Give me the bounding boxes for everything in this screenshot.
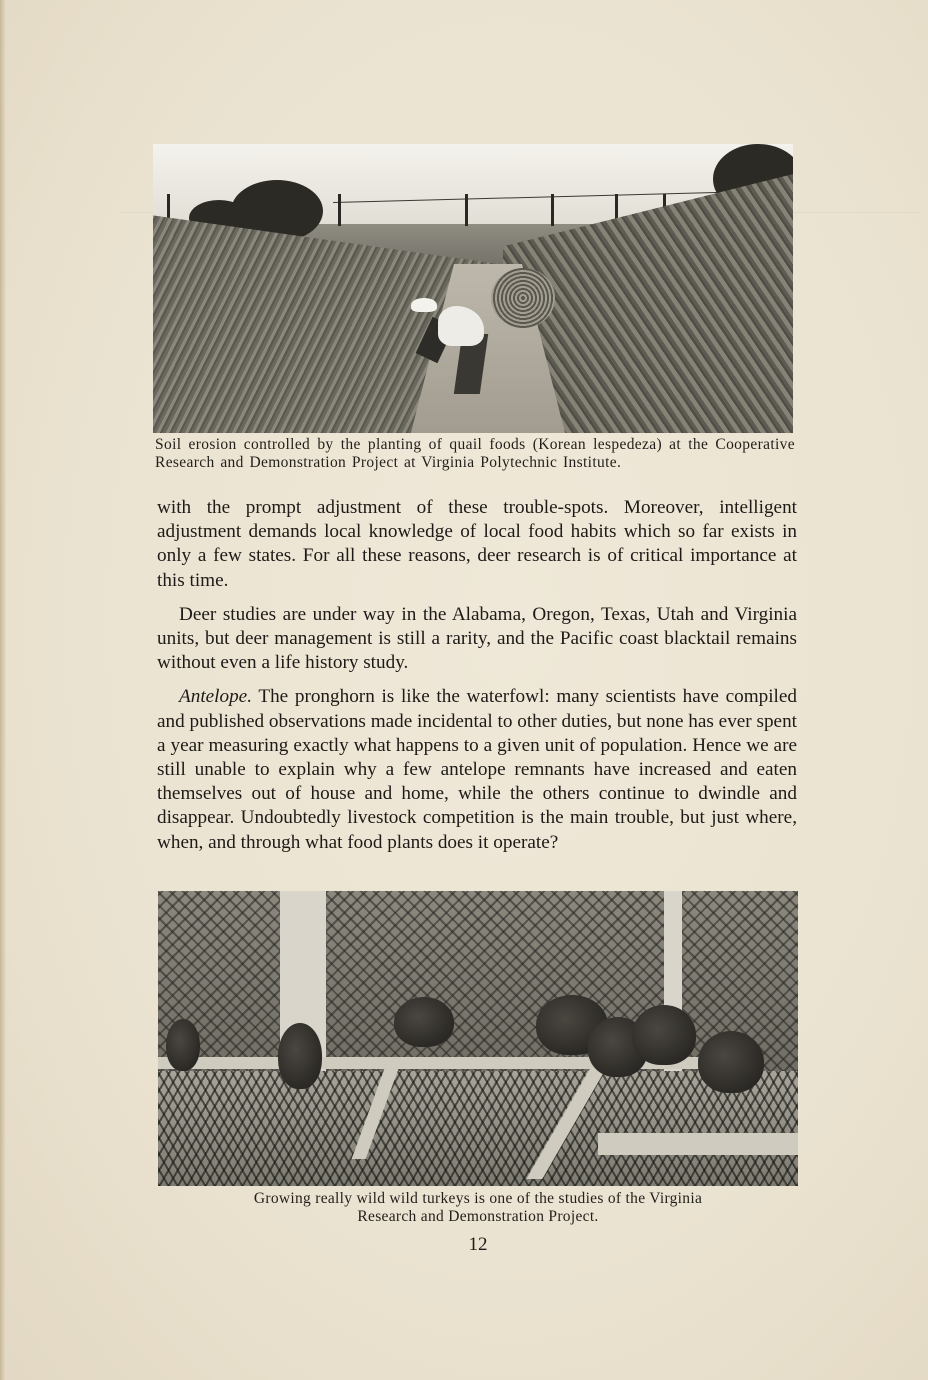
turkey-pen-photo [158, 891, 798, 1186]
erosion-photo [153, 144, 793, 433]
paragraph [157, 685, 797, 854]
caption-line: Research and Demonstration Project. [357, 1208, 599, 1225]
caption-line: Growing really wild wild turkeys is one of the studies of the Virginia [253, 1190, 703, 1207]
paragraph: Deer studies are under way in the Alabama, Oregon, Texas, Utah and Virginia units, but deer management is still a rarity, and the Pacific coast blacktail remains without even a life history study. [157, 603, 797, 674]
body-text [157, 496, 797, 865]
page-spine-edge [0, 0, 6, 1380]
section-heading: Antelope. [179, 686, 252, 708]
figure-caption [158, 1190, 798, 1226]
page-number: 12 [468, 1234, 488, 1255]
paragraph-text: The pronghorn is like the waterfowl: many scientists have compiled and published observations made incidental to other duties, but none has ever spent a year measuring exactly what happens to a given unit of population. Hence we are still unable to explain why a few antelope remnants have increased and eaten themselves out of house and home, while the others continue to dwindle and disappear. Undoubtedly livestock competition is the main trouble, but just where, when, and through what food plants does it operate? [157, 686, 797, 853]
paragraph: with the prompt adjustment of these trouble-spots. Moreover, intelligent adjustment demands local knowledge of local food habits which so far exists in only a few states. For all these reasons, deer research is of critical importance at this time. [157, 497, 797, 591]
figure-caption: Soil erosion controlled by the planting of quail foods (Korean lespedeza) at the Cooperative Research and Demonstration Project at Virginia Polytechnic Institute. [155, 436, 795, 471]
